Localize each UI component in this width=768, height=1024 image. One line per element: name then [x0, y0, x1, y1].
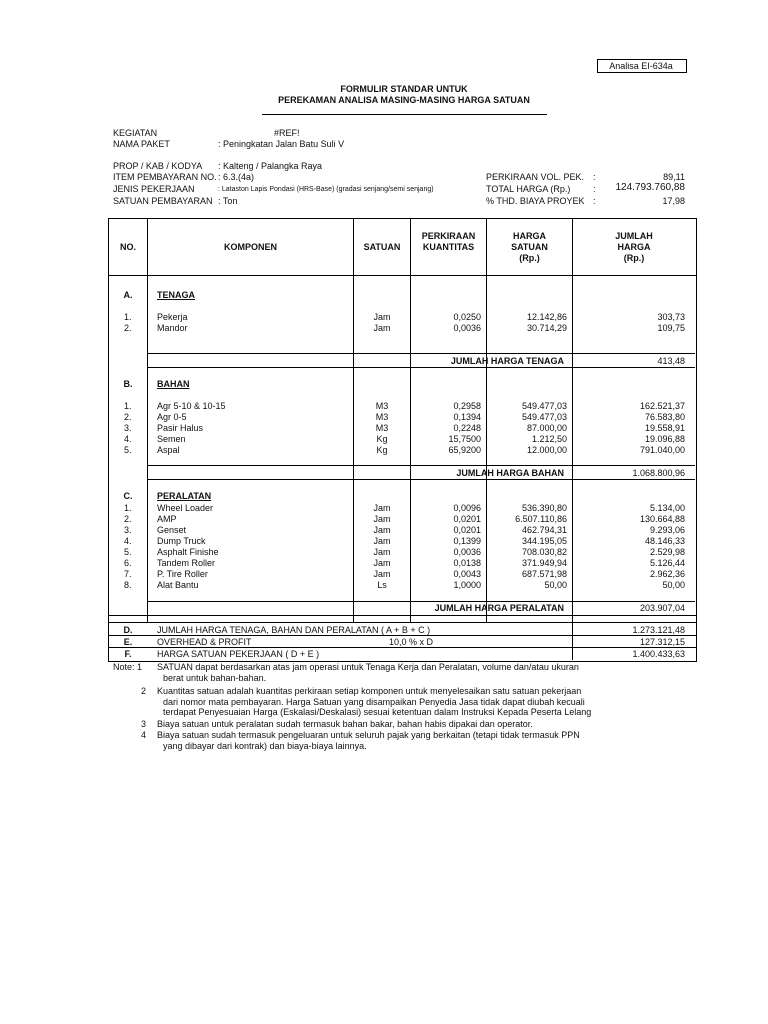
header-jumlah-3: (Rp.) [623, 253, 645, 263]
row-price: 687.571,98 [521, 569, 567, 579]
subtotal-a-bottom [147, 367, 695, 368]
summary-label: HARGA SATUAN PEKERJAAN ( D + E ) [157, 649, 320, 659]
note-4-line-2: yang dibayar dari kontrak) dan biaya-biaya lainnya. [163, 741, 367, 751]
row-no: 5. [124, 547, 132, 557]
row-qty: 0,1399 [453, 536, 481, 546]
subtotal-c-value: 203.907,04 [639, 603, 685, 613]
row-qty: 0,0036 [453, 547, 481, 557]
row-price: 708.030,82 [521, 547, 567, 557]
header-harga-1: HARGA [513, 231, 546, 241]
total-value: 124.793.760,88 [615, 182, 685, 193]
pct-label: % THD. BIAYA PROYEK [486, 196, 585, 206]
row-unit: Jam [373, 525, 391, 535]
row-total: 2.529,98 [649, 547, 685, 557]
header-bottom-line [108, 275, 696, 276]
summary-extra: 10,0 % x D [389, 637, 434, 647]
jenis-label: JENIS PEKERJAAN [113, 184, 195, 194]
note-2-line-1: Kuantitas satuan adalah kuantitas perkiraan setiap komponen untuk menyelesaikan satu satuan pekerjaan [157, 686, 582, 696]
row-unit: M3 [375, 412, 389, 422]
section-a-code: A. [123, 290, 133, 300]
subtotal-c-top [147, 601, 695, 602]
row-unit: Jam [373, 558, 391, 568]
pct-sep: : [593, 196, 596, 206]
section-c-title: PERALATAN [157, 491, 212, 501]
title-line-2: PEREKAMAN ANALISA MASING-MASING HARGA SATUAN [278, 95, 530, 105]
header-jumlah-2: HARGA [617, 242, 651, 252]
vol-sep: : [593, 172, 596, 182]
row-price: 371.949,94 [521, 558, 567, 568]
row-name: Tandem Roller [157, 558, 216, 568]
subtotal-b-value: 1.068.800,96 [632, 468, 685, 478]
row-price: 12.142,86 [526, 312, 567, 322]
header-satuan: SATUAN [363, 242, 401, 252]
row-name: Semen [157, 434, 186, 444]
row-total: 130.664,88 [639, 514, 685, 524]
header-harga-3: (Rp.) [519, 253, 540, 263]
row-qty: 0,2248 [453, 423, 481, 433]
row-name: P. Tire Roller [157, 569, 208, 579]
row-no: 3. [124, 525, 132, 535]
row-no: 6. [124, 558, 132, 568]
row-no: 1. [124, 312, 132, 322]
row-total: 5.134,00 [649, 503, 685, 513]
row-unit: Jam [373, 547, 391, 557]
row-price: 549.477,03 [521, 401, 567, 411]
row-unit: Jam [373, 514, 391, 524]
row-unit: Jam [373, 503, 391, 513]
row-total: 76.583,80 [644, 412, 685, 422]
subtotal-a-label: JUMLAH HARGA TENAGA [450, 356, 564, 366]
note-prefix: Note: 1 [113, 662, 143, 672]
row-qty: 0,0250 [453, 312, 481, 322]
title-line-1: FORMULIR STANDAR UNTUK [340, 84, 468, 94]
row-name: Agr 5-10 & 10-15 [157, 401, 226, 411]
row-unit: Jam [373, 312, 391, 322]
row-total: 50,00 [662, 580, 685, 590]
row-qty: 0,0043 [453, 569, 481, 579]
ref-code: Analisa EI-634a [609, 61, 673, 71]
vol-value: 89,11 [663, 172, 685, 182]
summary-code: F. [124, 649, 132, 659]
subtotal-c-bottom [108, 615, 696, 616]
row-no: 2. [124, 323, 132, 333]
subtotal-a-top [147, 353, 695, 354]
row-unit: Ls [377, 580, 387, 590]
subtotal-a-value: 413,48 [657, 356, 685, 366]
kegiatan-label: KEGIATAN [113, 128, 158, 138]
row-qty: 65,9200 [448, 445, 481, 455]
summary-line-e [108, 635, 696, 636]
section-c-code: C. [123, 491, 133, 501]
row-name: Dump Truck [157, 536, 206, 546]
row-price: 6.507.110,86 [515, 514, 567, 524]
summary-line-f [108, 647, 696, 648]
pct-value: 17,98 [662, 196, 685, 206]
row-no: 4. [124, 536, 132, 546]
row-qty: 0,1394 [453, 412, 481, 422]
summary-value: 1.273.121,48 [632, 625, 685, 635]
row-qty: 0,0201 [453, 525, 481, 535]
row-total: 5.126,44 [649, 558, 685, 568]
note-4-number: 4 [141, 730, 147, 740]
row-price: 549.477,03 [521, 412, 567, 422]
row-total: 109,75 [657, 323, 685, 333]
kegiatan-value: #REF! [274, 128, 300, 138]
row-total: 48.146,33 [644, 536, 685, 546]
nama-paket-label: NAMA PAKET [113, 139, 170, 149]
row-unit: Jam [373, 569, 391, 579]
section-a-title: TENAGA [157, 290, 195, 300]
row-name: Pekerja [157, 312, 188, 322]
prop-label: PROP / KAB / KODYA [113, 161, 203, 171]
row-name: Asphalt Finishe [157, 547, 219, 557]
header-kuantitas-2: KUANTITAS [422, 242, 475, 252]
satuan-label: SATUAN PEMBAYARAN [113, 196, 213, 206]
row-no: 2. [124, 514, 132, 524]
subtotal-b-top [147, 465, 695, 466]
row-total: 9.293,06 [649, 525, 685, 535]
row-total: 19.558,91 [644, 423, 685, 433]
section-b-code: B. [123, 379, 133, 389]
summary-line-d [108, 622, 696, 623]
summary-code: E. [123, 637, 133, 647]
row-name: AMP [157, 514, 177, 524]
note-1-line-1: SATUAN dapat berdasarkan atas jam operasi untuk Tenaga Kerja dan Peralatan, volume dan/atau ukuran [157, 662, 579, 672]
row-no: 1. [124, 401, 132, 411]
summary-label: JUMLAH HARGA TENAGA, BAHAN DAN PERALATAN ( A + B + C ) [157, 625, 431, 635]
note-2-line-3: terdapat Penyesuaian Harga (Eskalasi/Deskalasi) sesuai ketentuan dalam Instruksi Kepada Peserta Lelang [163, 707, 592, 717]
section-b-title: BAHAN [157, 379, 190, 389]
header-harga-2: SATUAN [511, 242, 548, 252]
total-label: TOTAL HARGA (Rp.) [486, 184, 571, 194]
note-3-line-1: Biaya satuan untuk peralatan sudah termasuk bahan bakar, bahan habis dipakai dan operator. [157, 719, 533, 729]
row-unit: Jam [373, 536, 391, 546]
row-no: 4. [124, 434, 132, 444]
row-no: 2. [124, 412, 132, 422]
row-name: Aspal [157, 445, 180, 455]
subtotal-c-label: JUMLAH HARGA PERALATAN [434, 603, 564, 613]
row-no: 7. [124, 569, 132, 579]
row-price: 50,00 [544, 580, 567, 590]
row-qty: 0,2958 [453, 401, 481, 411]
summary-value: 1.400.433,63 [632, 649, 685, 659]
row-total: 2.962,36 [649, 569, 685, 579]
prop-value: : Kalteng / Palangka Raya [218, 161, 323, 171]
row-no: 3. [124, 423, 132, 433]
header-komponen: KOMPONEN [223, 242, 277, 252]
row-price: 30.714,29 [526, 323, 567, 333]
row-price: 462.794,31 [521, 525, 567, 535]
row-qty: 1,0000 [453, 580, 481, 590]
summary-value: 127.312,15 [639, 637, 685, 647]
vol-label: PERKIRAAN VOL. PEK. [486, 172, 585, 182]
note-3-number: 3 [141, 719, 147, 729]
row-name: Mandor [157, 323, 188, 333]
row-name: Genset [157, 525, 187, 535]
row-price: 344.195,05 [521, 536, 567, 546]
summary-code: D. [123, 625, 133, 635]
row-qty: 15,7500 [448, 434, 481, 444]
satuan-value: : Ton [218, 196, 238, 206]
row-unit: Jam [373, 323, 391, 333]
row-qty: 0,0201 [453, 514, 481, 524]
title-underline [262, 114, 547, 115]
summary-label: OVERHEAD & PROFIT [157, 637, 252, 647]
nama-paket-value: : Peningkatan Jalan Batu Suli V [218, 139, 345, 149]
row-no: 8. [124, 580, 132, 590]
note-1-line-2: berat untuk bahan-bahan. [163, 673, 267, 683]
row-total: 303,73 [657, 312, 685, 322]
header-no: NO. [119, 242, 136, 252]
jenis-value: : Lataston Lapis Pondasi (HRS-Base) (gradasi senjang/semi senjang) [218, 186, 434, 193]
item-value: : 6.3.(4a) [218, 172, 255, 182]
item-label: ITEM PEMBAYARAN NO. [113, 172, 217, 182]
row-qty: 0,0138 [453, 558, 481, 568]
note-2-line-2: dari nomor mata pembayaran. Harga Satuan yang disampaikan Penyedia Jasa tidak dapat diubah kecuali [163, 697, 585, 707]
row-price: 87.000,00 [526, 423, 567, 433]
note-2-number: 2 [141, 686, 147, 696]
header-kuantitas-1: PERKIRAAN [421, 231, 476, 241]
row-total: 162.521,37 [639, 401, 685, 411]
row-price: 1.212,50 [531, 434, 567, 444]
row-total: 791.040,00 [639, 445, 685, 455]
row-qty: 0,0036 [453, 323, 481, 333]
row-no: 1. [124, 503, 132, 513]
row-price: 12.000,00 [526, 445, 567, 455]
row-price: 536.390,80 [521, 503, 567, 513]
row-name: Pasir Halus [157, 423, 204, 433]
col-line-1 [147, 219, 148, 622]
row-name: Wheel Loader [157, 503, 214, 513]
header-jumlah-1: JUMLAH [615, 231, 653, 241]
row-unit: M3 [375, 423, 389, 433]
total-sep: : [593, 184, 596, 194]
row-qty: 0,0096 [453, 503, 481, 513]
row-total: 19.096,88 [644, 434, 685, 444]
row-unit: Kg [376, 445, 388, 455]
row-unit: Kg [376, 434, 388, 444]
subtotal-b-bottom [147, 479, 695, 480]
subtotal-b-label: JUMLAH HARGA BAHAN [456, 468, 564, 478]
row-name: Agr 0-5 [157, 412, 187, 422]
row-unit: M3 [375, 401, 389, 411]
row-no: 5. [124, 445, 132, 455]
note-4-line-1: Biaya satuan sudah termasuk pengeluaran untuk seluruh pajak yang berkaitan (tetapi tidak termasuk PPN [157, 730, 580, 740]
row-name: Alat Bantu [157, 580, 199, 590]
